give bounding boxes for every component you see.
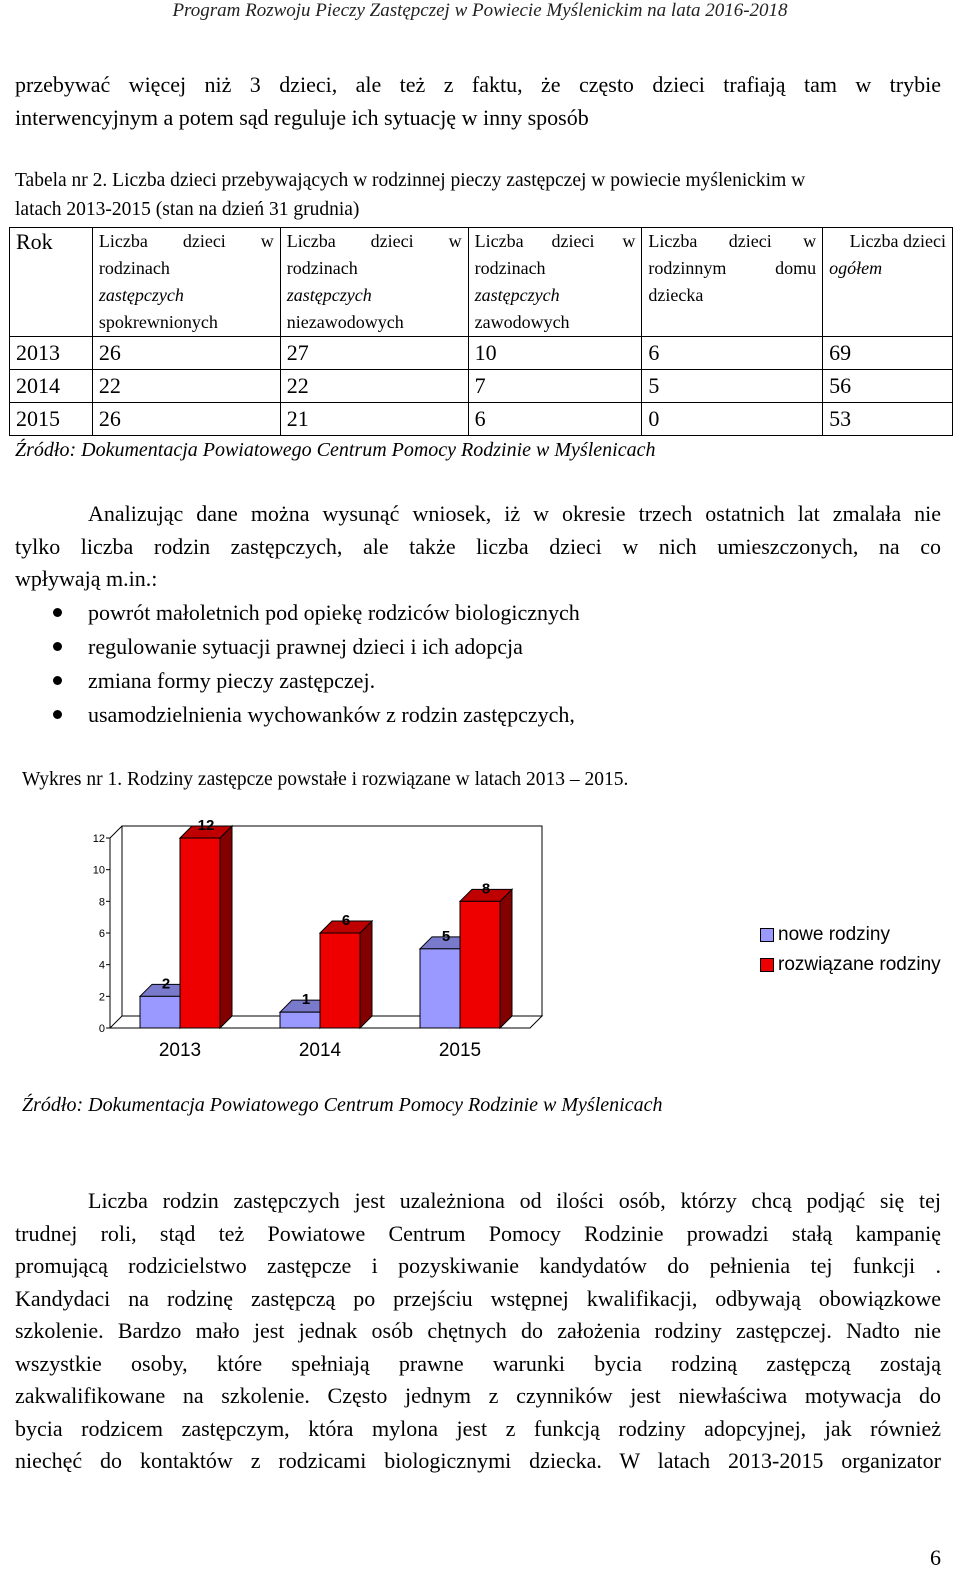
table-cell: 56 [823,370,953,403]
header-spokrewnione: Liczba dzieci w rodzinach zastępczych spokrewnionych [92,228,280,337]
table-caption [15,166,945,224]
children-table [9,227,953,436]
list-item: usamodzielnienia wychowanków z rodzin zastępczych, [15,698,580,732]
legend-item-new [760,920,941,950]
table-row [10,403,953,436]
text-line: zakwalifikowane na szkolenie. Często jednym z czynników jest niewłaściwa motywacja do [15,1383,941,1408]
list-item: regulowanie sytuacji prawnej dzieci i ich adopcja [15,630,580,664]
y-tick-label: 6 [98,928,105,940]
x-tick-label: 2015 [438,1040,482,1061]
cell-year: 2015 [10,403,93,436]
intro-paragraph [15,69,941,134]
analysis-paragraph [15,498,941,596]
legend-swatch [760,958,774,972]
bullet-icon [53,676,62,685]
bar [180,838,220,1028]
factors-list [15,596,580,732]
table-cell: 21 [280,403,468,436]
cell-year: 2013 [10,337,93,370]
y-tick-label: 10 [92,864,105,877]
legend-label: nowe rodziny [778,924,890,945]
list-item: powrót małoletnich pod opiekę rodziców biologicznych [15,596,580,630]
running-header: Program Rozwoju Pieczy Zastępczej w Powiecie Myślenickim na lata 2016-2018 [172,0,788,21]
text-line: trudnej roli, stąd też Powiatowe Centrum Pomocy Rodzinie prowadzi stałą kampanię [15,1220,941,1246]
y-tick-label: 8 [98,896,105,909]
caption-line: Tabela nr 2. Liczba dzieci przebywających w rodzinnej pieczy zastępczej w powiecie myślenickim w [15,170,806,191]
text-line: interwencyjnym a potem sąd reguluje ich sytuację w inny sposób [15,104,589,130]
bullet-icon [53,642,62,651]
x-tick-label: 2013 [158,1040,202,1061]
table-cell: 5 [642,370,823,403]
y-tick-label: 12 [92,833,105,845]
table-cell: 26 [92,403,280,436]
table-cell: 53 [823,403,953,436]
bar-side [360,921,372,1028]
bar [420,949,460,1028]
table-cell: 0 [642,403,823,436]
table-cell: 6 [468,403,642,436]
chart-caption: Wykres nr 1. Rodziny zastępcze powstałe i rozwiązane w latach 2013 – 2015. [22,769,629,790]
data-label: 1 [301,991,311,1009]
text-line: Kandydaci na rodzinę zastępczą po przejściu wstępnej kwalifikacji, odbywają obowiązkowe [15,1285,941,1311]
header-niezawodowe: Liczba dzieci w rodzinach zastępczych niezawodowych [280,228,468,337]
text-line: wszystkie osoby, które spełniają prawne warunki bycia rodziną zastępczą zostają [15,1350,941,1376]
table-cell: 6 [642,337,823,370]
page-number: 6 [930,1545,941,1570]
text-line: niechęć do kontaktów z rodzicami biologicznymi dziecka. W latach 2013-2015 organizator [15,1448,941,1473]
data-label: 6 [341,912,351,929]
bullet-icon [53,608,62,617]
text-line: szkolenie. Bardzo mało jest jednak osób chętnych do założenia rodziny zastępczej. Nadto nie [15,1318,941,1343]
bar [140,996,180,1028]
table-row [10,337,953,370]
chart-source: Źródło: Dokumentacja Powiatowego Centrum Pomocy Rodzinie w Myślenicach [22,1094,663,1116]
data-label: 12 [197,817,215,834]
legend-item-dissolved [760,950,941,980]
text-line: Analizując dane można wysunąć wniosek, iż w okresie trzech ostatnich lat zmalała nie [88,501,941,526]
legend-swatch [760,928,774,942]
text-line: wpływają m.in.: [15,566,158,591]
data-label: 8 [481,880,491,898]
header-rok: Rok [10,228,93,337]
caption-line: latach 2013-2015 (stan na dzień 31 grudnia) [15,199,360,220]
bar-chart [80,815,720,1065]
bullet-icon [53,710,62,719]
bar [320,933,360,1028]
y-tick-label: 2 [98,991,105,1004]
table-header-row [10,228,953,337]
text-line: bycia rodzicem zastępczym, która mylona jest z funkcją rodziny adopcyjnej, jak również [15,1415,941,1441]
table-source: Źródło: Dokumentacja Powiatowego Centrum Pomocy Rodzinie w Myślenicach [15,439,656,461]
text-line: Liczba rodzin zastępczych jest uzależniona od ilości osób, którzy chcą podjąć się tej [88,1188,941,1213]
table-cell: 26 [92,337,280,370]
table-row [10,370,953,403]
y-axis-depth-line [110,826,122,838]
table-cell: 22 [92,370,280,403]
data-label: 2 [161,975,171,993]
chart-legend [760,920,941,980]
bar-side [220,826,232,1028]
legend-label: rozwiązane rodziny [778,954,941,975]
table-cell: 10 [468,337,642,370]
text-line: tylko liczba rodzin zastępczych, ale także liczba dzieci w nich umieszczonych, na co [15,533,941,559]
table-cell: 7 [468,370,642,403]
bar [280,1012,320,1028]
bar [460,901,500,1028]
header-zawodowe: Liczba dzieci w rodzinach zastępczych zawodowych [468,228,642,337]
list-item: zmiana formy pieczy zastępczej. [15,664,580,698]
x-tick-label: 2014 [298,1040,342,1061]
table-cell: 69 [823,337,953,370]
text-line: przebywać więcej niż 3 dzieci, ale też z faktu, że często dzieci trafiają tam w trybie [15,72,941,97]
bar-side [500,889,512,1028]
data-label: 5 [441,927,451,945]
table-cell: 22 [280,370,468,403]
y-tick-label: 0 [98,1023,105,1035]
table-cell: 27 [280,337,468,370]
y-tick-label: 4 [98,959,105,972]
cell-year: 2014 [10,370,93,403]
text-line: promującą rodzicielstwo zastępcze i pozyskiwanie kandydatów do pełnienia tej funkcji . [15,1253,941,1278]
closing-paragraph [15,1185,941,1478]
header-ogolem: Liczba dzieci ogółem [823,228,953,337]
header-rodzinny-dom-dziecka: Liczba dzieci w rodzinnym domu dziecka [642,228,823,337]
